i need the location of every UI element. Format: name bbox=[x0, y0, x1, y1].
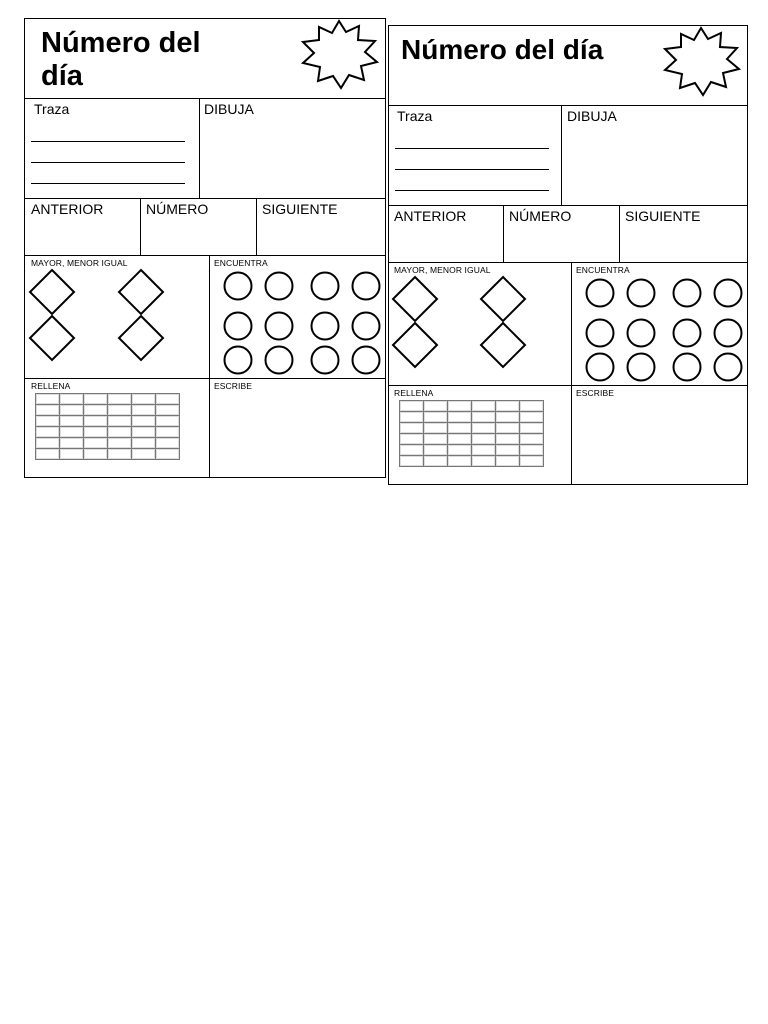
grid-cell[interactable] bbox=[472, 445, 496, 456]
previous-cell[interactable] bbox=[25, 199, 141, 255]
diamond-icon[interactable] bbox=[393, 323, 437, 367]
grid-cell[interactable] bbox=[424, 412, 448, 423]
grid-cell[interactable] bbox=[108, 416, 132, 427]
fill-label: RELLENA bbox=[394, 388, 434, 398]
previous-label: ANTERIOR bbox=[31, 201, 104, 217]
previous-label: ANTERIOR bbox=[394, 208, 467, 224]
grid-cell[interactable] bbox=[108, 438, 132, 449]
diamond-icon[interactable] bbox=[481, 323, 525, 367]
circle-group bbox=[580, 275, 748, 385]
draw-label: DIBUJA bbox=[567, 108, 617, 124]
trace-label: Traza bbox=[397, 108, 433, 124]
grid-cell[interactable] bbox=[448, 456, 472, 467]
draw-label: DIBUJA bbox=[204, 101, 254, 117]
grid-cell[interactable] bbox=[400, 434, 424, 445]
grid-cell[interactable] bbox=[520, 434, 544, 445]
circle-icon[interactable] bbox=[312, 347, 339, 374]
circle-icon[interactable] bbox=[628, 320, 655, 347]
trace-lines bbox=[395, 128, 549, 191]
grid-cell[interactable] bbox=[132, 427, 156, 438]
trace-line[interactable] bbox=[31, 163, 185, 184]
fill-cell bbox=[389, 386, 572, 484]
grid-cell[interactable] bbox=[84, 438, 108, 449]
grid-cell[interactable] bbox=[132, 405, 156, 416]
diamond-icon[interactable] bbox=[30, 316, 74, 360]
grid-cell[interactable] bbox=[472, 401, 496, 412]
grid-cell[interactable] bbox=[424, 445, 448, 456]
ten-frame-grid bbox=[399, 400, 544, 467]
grid-cell[interactable] bbox=[132, 394, 156, 405]
title-row bbox=[25, 19, 385, 99]
grid-cell[interactable] bbox=[156, 427, 180, 438]
write-cell[interactable] bbox=[572, 386, 747, 484]
grid-cell[interactable] bbox=[132, 438, 156, 449]
circle-icon[interactable] bbox=[312, 273, 339, 300]
trace-lines bbox=[31, 121, 185, 184]
compare-find-row bbox=[25, 256, 385, 379]
grid-cell[interactable] bbox=[60, 405, 84, 416]
grid-cell[interactable] bbox=[496, 423, 520, 434]
trace-line[interactable] bbox=[395, 128, 549, 149]
grid-cell[interactable] bbox=[424, 456, 448, 467]
grid-cell[interactable] bbox=[400, 423, 424, 434]
grid-cell[interactable] bbox=[84, 449, 108, 460]
number-label: NÚMERO bbox=[509, 208, 572, 224]
grid-cell[interactable] bbox=[520, 456, 544, 467]
ten-frame-grid bbox=[35, 393, 180, 460]
grid-cell[interactable] bbox=[424, 434, 448, 445]
diamond-icon[interactable] bbox=[393, 277, 437, 321]
find-cell bbox=[210, 256, 385, 378]
diamond-icon[interactable] bbox=[30, 270, 74, 314]
compare-label: MAYOR, MENOR IGUAL bbox=[394, 265, 491, 275]
grid-cell[interactable] bbox=[84, 394, 108, 405]
sequence-row bbox=[25, 199, 385, 256]
grid-cell[interactable] bbox=[60, 449, 84, 460]
starburst-icon bbox=[297, 19, 381, 91]
grid-cell[interactable] bbox=[520, 412, 544, 423]
grid-cell[interactable] bbox=[60, 394, 84, 405]
grid-cell[interactable] bbox=[36, 449, 60, 460]
grid-cell[interactable] bbox=[156, 449, 180, 460]
find-label: ENCUENTRA bbox=[576, 265, 630, 275]
trace-line[interactable] bbox=[31, 121, 185, 142]
circle-icon[interactable] bbox=[715, 354, 742, 381]
grid-cell[interactable] bbox=[400, 445, 424, 456]
starburst-icon bbox=[659, 26, 743, 98]
grid-cell[interactable] bbox=[520, 401, 544, 412]
grid-cell[interactable] bbox=[108, 427, 132, 438]
circle-icon[interactable] bbox=[587, 280, 614, 307]
grid-cell[interactable] bbox=[424, 423, 448, 434]
circle-icon[interactable] bbox=[353, 273, 380, 300]
diamond-group bbox=[25, 268, 210, 378]
grid-cell[interactable] bbox=[132, 416, 156, 427]
next-label: SIGUIENTE bbox=[625, 208, 701, 224]
next-cell[interactable] bbox=[620, 206, 747, 262]
circle-icon[interactable] bbox=[225, 273, 252, 300]
compare-find-row bbox=[389, 263, 747, 386]
compare-cell bbox=[389, 263, 572, 385]
diamond-icon[interactable] bbox=[481, 277, 525, 321]
fill-label: RELLENA bbox=[31, 381, 71, 391]
circle-icon[interactable] bbox=[674, 354, 701, 381]
worksheet-1 bbox=[24, 18, 386, 478]
grid-cell[interactable] bbox=[520, 445, 544, 456]
next-cell[interactable] bbox=[257, 199, 385, 255]
grid-cell[interactable] bbox=[60, 416, 84, 427]
circle-icon[interactable] bbox=[353, 313, 380, 340]
diamond-icon[interactable] bbox=[119, 270, 163, 314]
find-label: ENCUENTRA bbox=[214, 258, 268, 268]
grid-cell[interactable] bbox=[36, 416, 60, 427]
grid-cell[interactable] bbox=[496, 412, 520, 423]
grid-cell[interactable] bbox=[496, 434, 520, 445]
number-label: NÚMERO bbox=[146, 201, 209, 217]
grid-cell[interactable] bbox=[472, 434, 496, 445]
grid-cell[interactable] bbox=[108, 405, 132, 416]
grid-cell[interactable] bbox=[448, 401, 472, 412]
draw-cell[interactable] bbox=[200, 99, 385, 198]
circle-icon[interactable] bbox=[628, 354, 655, 381]
grid-cell[interactable] bbox=[400, 456, 424, 467]
diamond-group bbox=[389, 275, 572, 385]
worksheet-title: Número del día bbox=[401, 34, 604, 65]
write-cell[interactable] bbox=[210, 379, 385, 477]
grid-cell[interactable] bbox=[84, 416, 108, 427]
draw-cell[interactable] bbox=[562, 106, 747, 205]
grid-cell[interactable] bbox=[60, 438, 84, 449]
grid-cell[interactable] bbox=[156, 416, 180, 427]
grid-cell[interactable] bbox=[84, 405, 108, 416]
grid-cell[interactable] bbox=[108, 449, 132, 460]
grid-cell[interactable] bbox=[60, 427, 84, 438]
grid-cell[interactable] bbox=[36, 394, 60, 405]
circle-icon[interactable] bbox=[674, 280, 701, 307]
grid-cell[interactable] bbox=[400, 412, 424, 423]
circle-icon[interactable] bbox=[674, 320, 701, 347]
circle-icon[interactable] bbox=[225, 313, 252, 340]
grid-cell[interactable] bbox=[448, 434, 472, 445]
number-cell[interactable] bbox=[504, 206, 620, 262]
trace-draw-row bbox=[389, 106, 747, 206]
sequence-row bbox=[389, 206, 747, 263]
worksheet-title: Número del día bbox=[41, 27, 201, 93]
worksheet-2 bbox=[388, 25, 748, 485]
grid-cell[interactable] bbox=[472, 412, 496, 423]
grid-cell[interactable] bbox=[108, 394, 132, 405]
find-cell bbox=[572, 263, 747, 385]
grid-cell[interactable] bbox=[156, 438, 180, 449]
grid-cell[interactable] bbox=[84, 427, 108, 438]
grid-cell[interactable] bbox=[156, 394, 180, 405]
trace-line[interactable] bbox=[31, 142, 185, 163]
grid-cell[interactable] bbox=[36, 427, 60, 438]
fill-cell bbox=[25, 379, 210, 477]
compare-cell bbox=[25, 256, 210, 378]
number-cell[interactable] bbox=[141, 199, 257, 255]
circle-icon[interactable] bbox=[225, 347, 252, 374]
circle-icon[interactable] bbox=[266, 347, 293, 374]
circle-icon[interactable] bbox=[266, 273, 293, 300]
trace-draw-row bbox=[25, 99, 385, 199]
fill-write-row bbox=[389, 386, 747, 484]
circle-group bbox=[218, 268, 386, 378]
circle-icon[interactable] bbox=[715, 320, 742, 347]
circle-icon[interactable] bbox=[587, 354, 614, 381]
grid-cell[interactable] bbox=[448, 445, 472, 456]
grid-cell[interactable] bbox=[424, 401, 448, 412]
write-label: ESCRIBE bbox=[214, 381, 253, 391]
circle-icon[interactable] bbox=[266, 313, 293, 340]
grid-cell[interactable] bbox=[472, 423, 496, 434]
next-label: SIGUIENTE bbox=[262, 201, 338, 217]
grid-cell[interactable] bbox=[448, 423, 472, 434]
grid-cell[interactable] bbox=[36, 405, 60, 416]
grid-cell[interactable] bbox=[132, 449, 156, 460]
compare-label: MAYOR, MENOR IGUAL bbox=[31, 258, 128, 268]
grid-cell[interactable] bbox=[496, 445, 520, 456]
diamond-icon[interactable] bbox=[119, 316, 163, 360]
circle-icon[interactable] bbox=[312, 313, 339, 340]
grid-cell[interactable] bbox=[448, 412, 472, 423]
trace-line[interactable] bbox=[395, 170, 549, 191]
circle-icon[interactable] bbox=[587, 320, 614, 347]
grid-cell[interactable] bbox=[520, 423, 544, 434]
grid-cell[interactable] bbox=[472, 456, 496, 467]
circle-icon[interactable] bbox=[715, 280, 742, 307]
grid-cell[interactable] bbox=[156, 405, 180, 416]
grid-cell[interactable] bbox=[496, 456, 520, 467]
circle-icon[interactable] bbox=[628, 280, 655, 307]
write-label: ESCRIBE bbox=[576, 388, 615, 398]
trace-cell bbox=[389, 106, 562, 205]
circle-icon[interactable] bbox=[353, 347, 380, 374]
grid-cell[interactable] bbox=[400, 401, 424, 412]
trace-cell bbox=[25, 99, 200, 198]
grid-cell[interactable] bbox=[496, 401, 520, 412]
trace-line[interactable] bbox=[395, 149, 549, 170]
fill-write-row bbox=[25, 379, 385, 477]
grid-cell[interactable] bbox=[36, 438, 60, 449]
previous-cell[interactable] bbox=[389, 206, 504, 262]
title-row bbox=[389, 26, 747, 106]
trace-label: Traza bbox=[34, 101, 70, 117]
